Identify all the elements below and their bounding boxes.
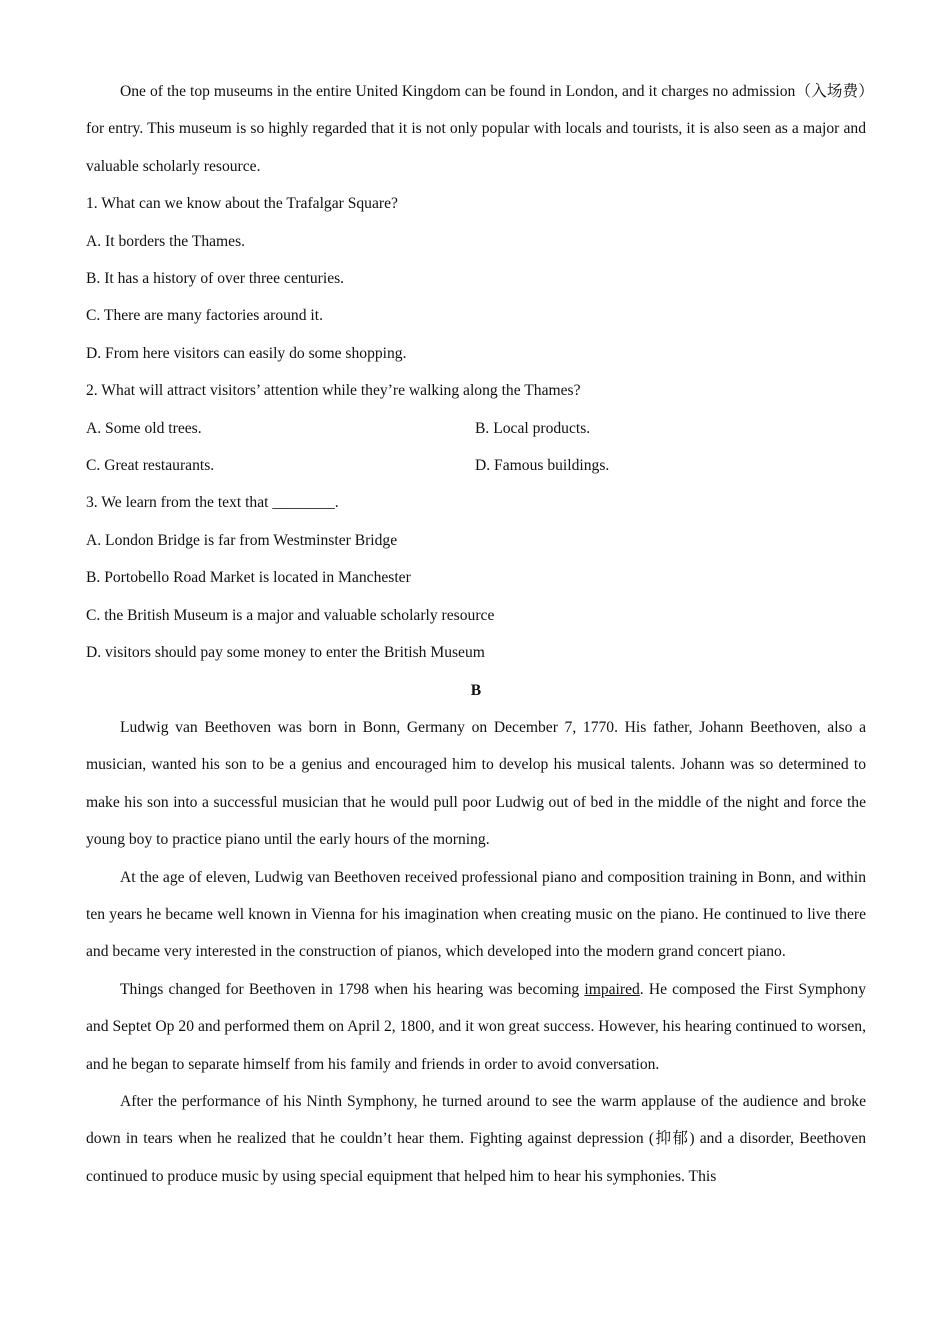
underlined-word-impaired: impaired bbox=[584, 980, 640, 998]
question-2-options-row-2 bbox=[86, 447, 866, 484]
question-3-option-a: A. London Bridge is far from Westminster Bridge bbox=[86, 531, 398, 549]
question-2-option-c: C. Great restaurants. bbox=[86, 457, 215, 475]
passage-b-heading: B bbox=[470, 681, 482, 699]
passage-b-paragraph-2: At the age of eleven, Ludwig van Beethoven received professional piano and composition training in Bonn, and within ten years he became well known in Vienna for his imagination when creating music on the piano. He continued to live there and became very interested in the construction of pianos, which developed into the modern grand concert piano. bbox=[86, 868, 866, 961]
passage-b-paragraph-3-start: Things changed for Beethoven in 1798 when his hearing was becoming bbox=[120, 980, 585, 998]
question-1-option-b: B. It has a history of over three centuries. bbox=[86, 270, 345, 288]
question-2-option-b: B. Local products. bbox=[475, 419, 591, 437]
passage-b-paragraph-1: Ludwig van Beethoven was born in Bonn, Germany on December 7, 1770. His father, Johann Beethoven, also a musician, wanted his son to be a genius and encouraged him to develop his musical talents. Johann was so determined to make his son into a successful musician that he would pull poor Ludwig out of bed in the middle of the night and force the young boy to practice piano until the early hours of the morning. bbox=[86, 718, 866, 849]
passage-b-paragraph-3 bbox=[86, 971, 866, 1083]
question-3-option-b: B. Portobello Road Market is located in Manchester bbox=[86, 569, 411, 587]
question-1-stem: 1. What can we know about the Trafalgar Square? bbox=[86, 195, 398, 213]
question-2-stem: 2. What will attract visitors’ attention while they’re walking along the Thames? bbox=[86, 382, 581, 400]
passage-b-paragraph-4: After the performance of his Ninth Symphony, he turned around to see the warm applause of the audience and broke down in tears when he realized that he couldn’t hear them. Fighting against depression (抑郁) and a disorder, Beethoven continued to produce music by using special equipment that helped him to hear his symphonies. This bbox=[86, 1092, 866, 1185]
question-1-option-d: D. From here visitors can easily do some shopping. bbox=[86, 344, 407, 362]
question-3-option-d: D. visitors should pay some money to enter the British Museum bbox=[86, 644, 485, 662]
question-1-option-a: A. It borders the Thames. bbox=[86, 232, 246, 250]
passage-a-paragraph: One of the top museums in the entire United Kingdom can be found in London, and it charges no admission（入场费）for entry. This museum is so highly regarded that it is not only popular with locals and tourists, it is also seen as a major and valuable scholarly resource. bbox=[86, 83, 866, 175]
question-3-stem: 3. We learn from the text that ________. bbox=[86, 494, 339, 512]
question-1-option-c: C. There are many factories around it. bbox=[86, 307, 323, 325]
question-3-option-c: C. the British Museum is a major and valuable scholarly resource bbox=[86, 606, 495, 624]
document-page bbox=[86, 73, 866, 1195]
question-2-option-d: D. Famous buildings. bbox=[475, 457, 610, 475]
question-2-option-a: A. Some old trees. bbox=[86, 419, 202, 437]
passage-b-paragraph-3-end: . He composed the First Symphony and Septet Op 20 and performed them on April 2, 1800, and it won great success. However, his hearing continued to worsen, and he began to separate himself from his family and friends in order to avoid conversation. bbox=[86, 980, 866, 1073]
question-2-options-row-1 bbox=[86, 410, 866, 447]
